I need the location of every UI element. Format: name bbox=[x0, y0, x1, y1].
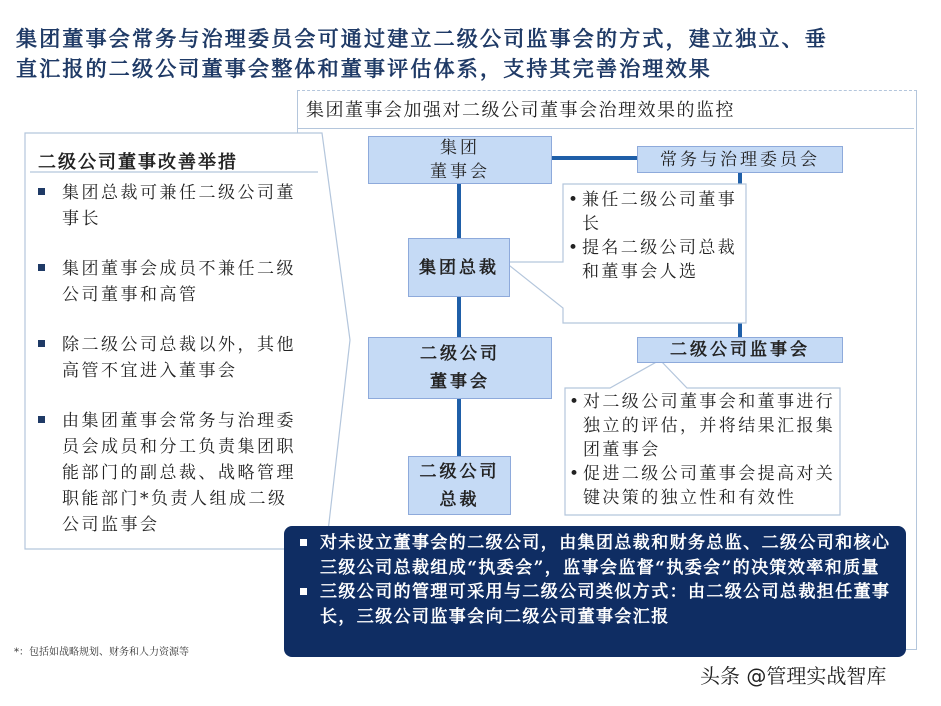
page-title-line-2: 直汇报的二级公司董事会整体和董事评估体系，支持其完善治理效果 bbox=[16, 56, 712, 81]
supervisory-callout bbox=[569, 390, 841, 510]
improvement-item: 集团总裁可兼任二级公司董事长 bbox=[36, 180, 301, 232]
footnote: *：包括如战略规划、财务和人力资源等 bbox=[14, 647, 189, 658]
supervisory-callout-item: • 对二级公司董事会和董事进行独立的评估，并将结果汇报集团董事会 bbox=[569, 390, 841, 462]
square-bullet-icon bbox=[38, 340, 45, 347]
square-bullet-icon bbox=[38, 416, 45, 423]
square-bullet-icon bbox=[38, 264, 45, 271]
summary-item: 三级公司的管理可采用与二级公司类似方式：由二级公司总裁担任董事长，三级公司监事会向二级公司董事会汇报 bbox=[298, 580, 896, 629]
ceo-callout-item: • 兼任二级公司董事长 bbox=[568, 188, 740, 236]
page-title-line-1: 集团董事会常务与治理委员会可通过建立二级公司监事会的方式，建立独立、垂 bbox=[16, 26, 828, 51]
node-sub-ceo: 二级公司 总裁 bbox=[408, 456, 511, 515]
square-bullet-icon bbox=[38, 188, 45, 195]
node-supervisory-board: 二级公司监事会 bbox=[637, 337, 843, 363]
ceo-callout-item: • 提名二级公司总裁和董事会人选 bbox=[568, 236, 740, 284]
square-bullet-icon bbox=[300, 539, 307, 546]
improvement-panel-title: 二级公司董事改善举措 bbox=[38, 152, 238, 173]
ceo-callout bbox=[568, 188, 740, 284]
watermark: 头条 @管理实战智库 bbox=[700, 664, 887, 688]
improvement-item: 集团董事会成员不兼任二级公司董事和高管 bbox=[36, 256, 301, 308]
node-sub-board: 二级公司 董事会 bbox=[368, 337, 552, 399]
monitoring-panel-title: 集团董事会加强对二级公司董事会治理效果的监控 bbox=[306, 100, 735, 121]
improvement-list bbox=[36, 180, 301, 562]
node-group-ceo: 集团总裁 bbox=[408, 238, 510, 297]
summary-box bbox=[284, 526, 906, 657]
improvement-item: 由集团董事会常务与治理委员会成员和分工负责集团职能部门的副总裁、战略管理职能部门*负责人组成二级公司监事会 bbox=[36, 408, 301, 538]
summary-item: 对未设立董事会的二级公司，由集团总裁和财务总监、二级公司和核心三级公司总裁组成“执委会”，监事会监督“执委会”的决策效率和质量 bbox=[298, 531, 896, 580]
improvement-item: 除二级公司总裁以外，其他高管不宜进入董事会 bbox=[36, 332, 301, 384]
node-group-board: 集团 董事会 bbox=[368, 136, 552, 184]
node-governance-committee: 常务与治理委员会 bbox=[637, 146, 843, 173]
supervisory-callout-item: • 促进二级公司董事会提高对关键决策的独立性和有效性 bbox=[569, 462, 841, 510]
square-bullet-icon bbox=[300, 588, 307, 595]
